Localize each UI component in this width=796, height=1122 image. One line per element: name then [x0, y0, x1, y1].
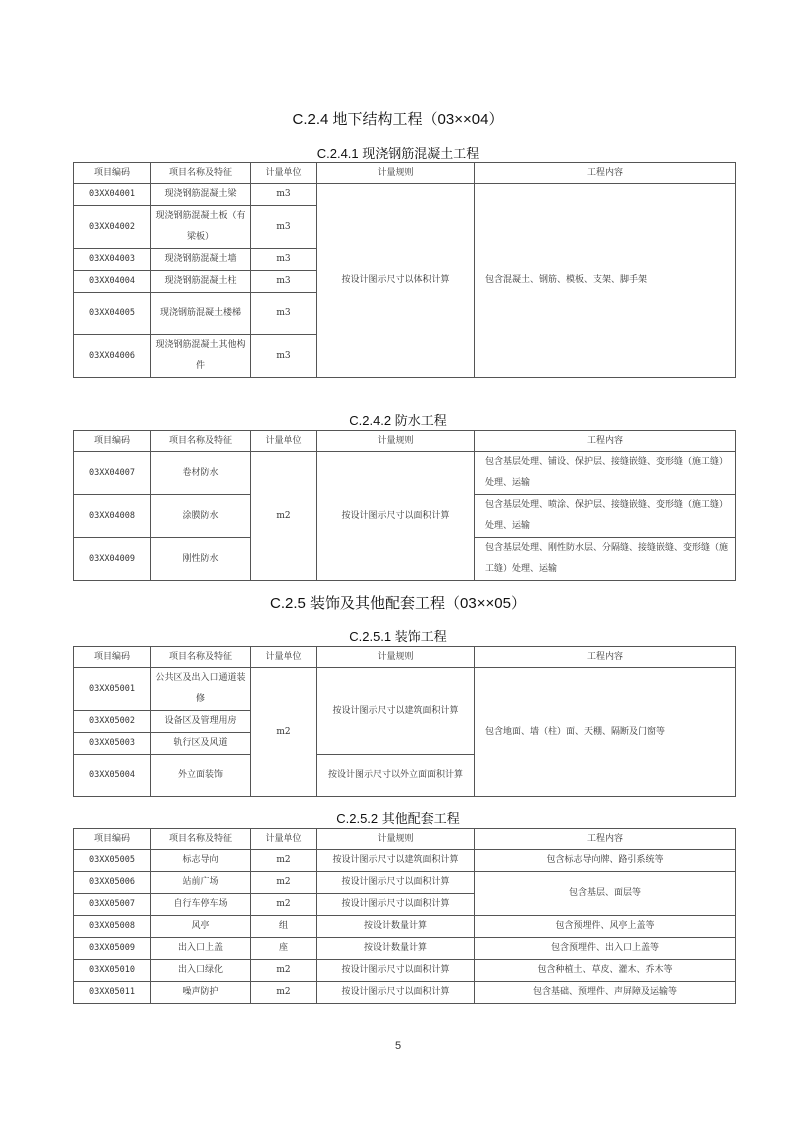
item-name: 现浇钢筋混凝土板（有梁板） [151, 206, 251, 249]
item-code: 03XX05010 [74, 960, 151, 982]
item-rule: 按设计图示尺寸以面积计算 [317, 894, 475, 916]
header-content: 工程内容 [475, 431, 736, 452]
item-unit: 座 [251, 938, 317, 960]
header-name: 项目名称及特征 [151, 431, 251, 452]
table-header-row [74, 163, 736, 184]
item-name: 现浇钢筋混凝土楼梯 [151, 293, 251, 335]
item-code: 03XX05009 [74, 938, 151, 960]
header-unit: 计量单位 [251, 431, 317, 452]
header-content: 工程内容 [475, 647, 736, 668]
item-name: 刚性防水 [151, 538, 251, 581]
item-name: 现浇钢筋混凝土墙 [151, 249, 251, 271]
item-content: 包含基层、面层等 [475, 872, 736, 916]
item-rule: 按设计图示尺寸以建筑面积计算 [317, 850, 475, 872]
item-name: 涂膜防水 [151, 495, 251, 538]
item-content: 包含预埋件、出入口上盖等 [475, 938, 736, 960]
table-row [74, 938, 736, 960]
item-content: 包含基础、预埋件、声屏障及运输等 [475, 982, 736, 1004]
item-unit: m2 [251, 960, 317, 982]
item-rule: 按设计图示尺寸以体积计算 [317, 184, 475, 378]
item-code: 03XX04009 [74, 538, 151, 581]
page-number: 5 [394, 1040, 402, 1052]
header-unit: 计量单位 [251, 163, 317, 184]
table-row [74, 668, 736, 711]
item-name: 轨行区及风道 [151, 733, 251, 755]
table-waterproof [73, 430, 736, 581]
header-content: 工程内容 [475, 163, 736, 184]
item-rule: 按设计图示尺寸以外立面面积计算 [317, 755, 475, 797]
item-name: 自行车停车场 [151, 894, 251, 916]
item-code: 03XX04005 [74, 293, 151, 335]
item-code: 03XX04002 [74, 206, 151, 249]
item-rule: 按设计图示尺寸以建筑面积计算 [317, 668, 475, 755]
item-unit: m2 [251, 894, 317, 916]
item-content: 包含种植土、草皮、灌木、乔木等 [475, 960, 736, 982]
table-header-row [74, 829, 736, 850]
item-name: 站前广场 [151, 872, 251, 894]
item-content: 包含混凝土、钢筋、模板、支架、脚手架 [475, 184, 736, 378]
subsection-title-c252: C.2.5.2 其他配套工程 [336, 811, 460, 826]
item-code: 03XX05003 [74, 733, 151, 755]
table-concrete [73, 162, 736, 378]
item-content: 包含地面、墙（柱）面、天棚、隔断及门窗等 [475, 668, 736, 797]
header-rule: 计量规则 [317, 431, 475, 452]
item-name: 风亭 [151, 916, 251, 938]
header-name: 项目名称及特征 [151, 829, 251, 850]
item-name: 现浇钢筋混凝土其他构件 [151, 335, 251, 378]
item-name: 噪声防护 [151, 982, 251, 1004]
item-code: 03XX05001 [74, 668, 151, 711]
item-rule: 按设计数量计算 [317, 916, 475, 938]
item-unit: m2 [251, 982, 317, 1004]
subsection-title-c241: C.2.4.1 现浇钢筋混凝土工程 [316, 146, 480, 161]
item-code: 03XX04008 [74, 495, 151, 538]
item-code: 03XX05007 [74, 894, 151, 916]
item-code: 03XX04001 [74, 184, 151, 206]
item-unit: m3 [251, 249, 317, 271]
table-decoration [73, 646, 736, 797]
item-code: 03XX04004 [74, 271, 151, 293]
header-unit: 计量单位 [251, 647, 317, 668]
header-code: 项目编码 [74, 163, 151, 184]
header-code: 项目编码 [74, 431, 151, 452]
item-name: 设备区及管理用房 [151, 711, 251, 733]
section-title-c25: C.2.5 装饰及其他配套工程（03××05） [270, 595, 526, 612]
header-name: 项目名称及特征 [151, 647, 251, 668]
header-code: 项目编码 [74, 647, 151, 668]
item-code: 03XX04007 [74, 452, 151, 495]
item-content: 包含标志导向牌、路引系统等 [475, 850, 736, 872]
item-rule: 按设计图示尺寸以面积计算 [317, 452, 475, 581]
table-row [74, 872, 736, 894]
item-name: 现浇钢筋混凝土梁 [151, 184, 251, 206]
table-header-row [74, 431, 736, 452]
item-content: 包含基层处理、喷涂、保护层、接缝嵌缝、变形缝（施工缝）处理、运输 [475, 495, 736, 538]
item-code: 03XX04003 [74, 249, 151, 271]
table-row [74, 960, 736, 982]
header-rule: 计量规则 [317, 829, 475, 850]
item-name: 标志导向 [151, 850, 251, 872]
item-code: 03XX05006 [74, 872, 151, 894]
item-name: 现浇钢筋混凝土柱 [151, 271, 251, 293]
item-rule: 按设计图示尺寸以面积计算 [317, 982, 475, 1004]
table-row [74, 184, 736, 206]
item-unit: 组 [251, 916, 317, 938]
item-unit: m2 [251, 668, 317, 797]
table-header-row [74, 647, 736, 668]
item-code: 03XX05002 [74, 711, 151, 733]
item-code: 03XX05008 [74, 916, 151, 938]
item-name: 外立面装饰 [151, 755, 251, 797]
table-other-facilities [73, 828, 736, 1004]
header-content: 工程内容 [475, 829, 736, 850]
item-rule: 按设计图示尺寸以面积计算 [317, 872, 475, 894]
item-rule: 按设计数量计算 [317, 938, 475, 960]
item-code: 03XX05005 [74, 850, 151, 872]
item-rule: 按设计图示尺寸以面积计算 [317, 960, 475, 982]
item-unit: m3 [251, 184, 317, 206]
item-unit: m3 [251, 293, 317, 335]
table-row [74, 916, 736, 938]
item-content: 包含基层处理、刚性防水层、分隔缝、接缝嵌缝、变形缝（施工缝）处理、运输 [475, 538, 736, 581]
item-unit: m3 [251, 206, 317, 249]
item-content: 包含基层处理、铺设、保护层、接缝嵌缝、变形缝（施工缝）处理、运输 [475, 452, 736, 495]
item-unit: m2 [251, 452, 317, 581]
item-unit: m3 [251, 271, 317, 293]
item-unit: m3 [251, 335, 317, 378]
header-code: 项目编码 [74, 829, 151, 850]
header-unit: 计量单位 [251, 829, 317, 850]
header-rule: 计量规则 [317, 647, 475, 668]
subsection-title-c242: C.2.4.2 防水工程 [349, 413, 447, 428]
item-name: 卷材防水 [151, 452, 251, 495]
table-row [74, 850, 736, 872]
item-content: 包含预埋件、风亭上盖等 [475, 916, 736, 938]
item-code: 03XX05004 [74, 755, 151, 797]
item-name: 出入口上盖 [151, 938, 251, 960]
header-rule: 计量规则 [317, 163, 475, 184]
table-row [74, 452, 736, 495]
item-unit: m2 [251, 850, 317, 872]
item-code: 03XX05011 [74, 982, 151, 1004]
header-name: 项目名称及特征 [151, 163, 251, 184]
item-code: 03XX04006 [74, 335, 151, 378]
item-unit: m2 [251, 872, 317, 894]
subsection-title-c251: C.2.5.1 装饰工程 [349, 629, 447, 644]
section-title-c24: C.2.4 地下结构工程（03××04） [292, 111, 504, 128]
table-row [74, 982, 736, 1004]
item-name: 公共区及出入口通道装修 [151, 668, 251, 711]
item-name: 出入口绿化 [151, 960, 251, 982]
